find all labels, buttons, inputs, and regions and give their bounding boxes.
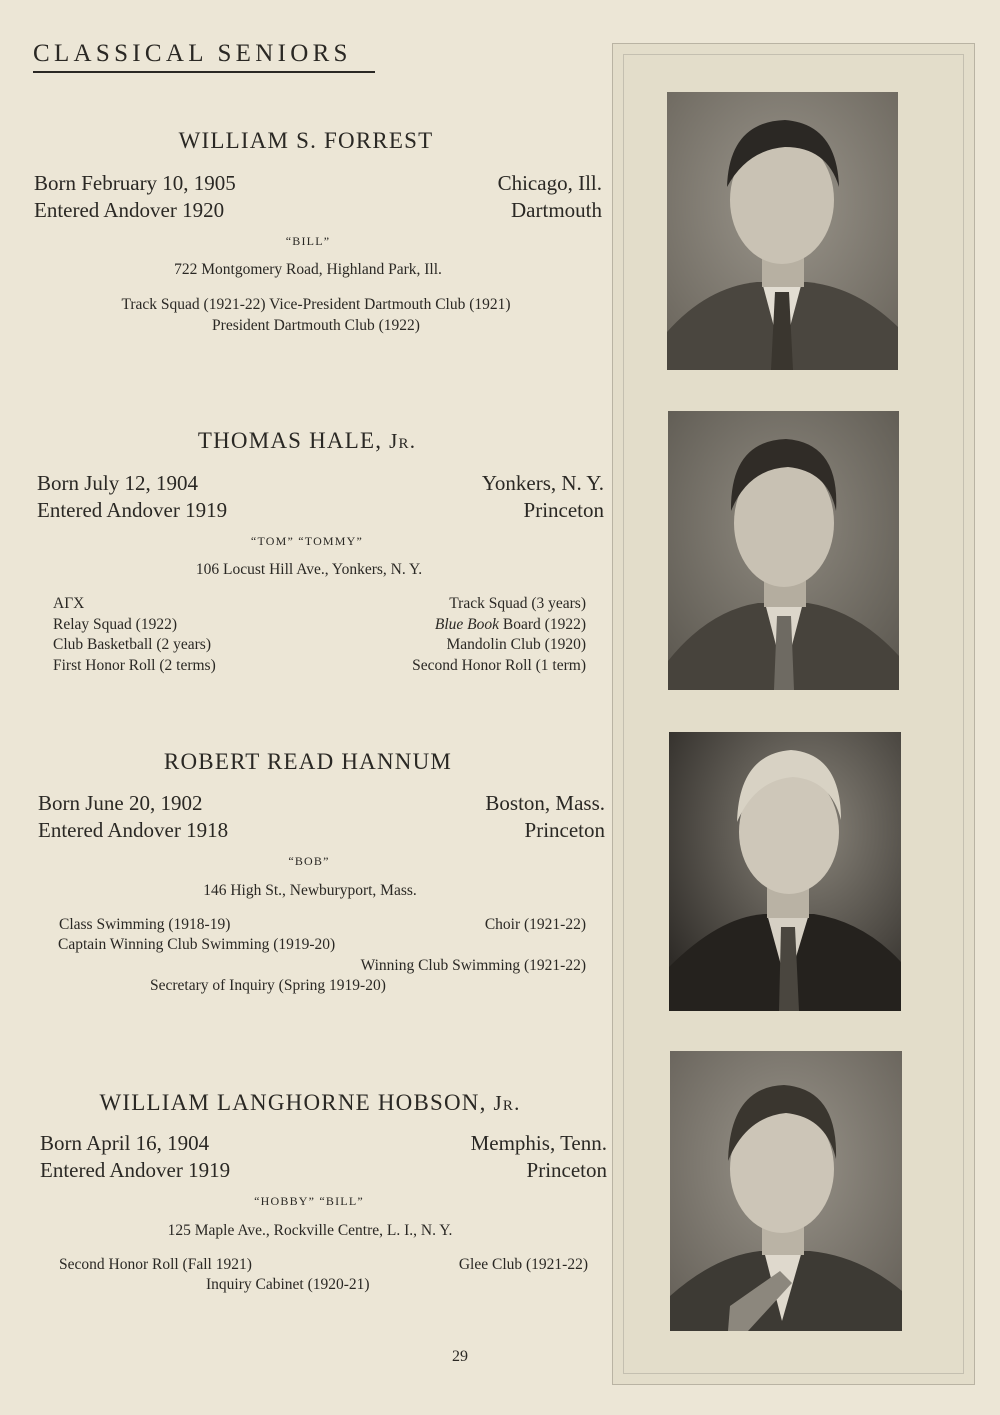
activity-item: Relay Squad (1922) <box>53 615 177 633</box>
activity-item: First Honor Roll (2 terms) <box>53 656 216 674</box>
portrait-photo <box>669 732 901 1011</box>
senior-name-text: THOMAS HALE, <box>197 428 383 453</box>
name-suffix: Jr. <box>493 1091 521 1115</box>
entered-year: Entered Andover 1919 <box>40 1158 231 1182</box>
home-address: 722 Montgomery Road, Highland Park, Ill. <box>174 261 442 278</box>
senior-name <box>30 1090 590 1116</box>
birth-date: Born February 10, 1905 <box>34 171 236 195</box>
college: Princeton <box>524 818 605 842</box>
activity-item: Mandolin Club (1920) <box>446 636 586 653</box>
activity-line: President Dartmouth Club (1922) <box>212 316 420 334</box>
activity-item: Track Squad (3 years) <box>449 595 586 612</box>
hometown: Yonkers, N. Y. <box>481 471 604 495</box>
home-address: 106 Locust Hill Ave., Yonkers, N. Y. <box>195 561 423 578</box>
activity-item: Glee Club (1921-22) <box>458 1256 588 1273</box>
entered-year: Entered Andover 1919 <box>37 498 228 522</box>
nicknames: “BOB” <box>288 854 330 868</box>
birth-date: Born July 12, 1904 <box>37 471 199 495</box>
activity-item: Captain Winning Club Swimming (1919-20) <box>58 936 336 953</box>
nicknames: “BILL” <box>285 234 331 248</box>
page-number: 29 <box>452 1348 468 1365</box>
activity-item: Inquiry Cabinet (1920-21) <box>206 1276 370 1293</box>
senior-name <box>22 128 590 154</box>
birth-date: Born June 20, 1902 <box>38 791 203 815</box>
senior-name-text: ROBERT READ HANNUM <box>163 749 453 774</box>
home-address: 146 High St., Newburyport, Mass. <box>203 882 417 899</box>
senior-name-text: WILLIAM LANGHORNE HOBSON, <box>99 1090 487 1115</box>
activity-item: ΑΓΧ <box>53 595 85 612</box>
senior-name <box>24 428 590 454</box>
college: Princeton <box>526 1158 607 1182</box>
hometown: Memphis, Tenn. <box>470 1131 607 1155</box>
hometown: Chicago, Ill. <box>497 171 602 195</box>
birth-date: Born April 16, 1904 <box>40 1131 210 1155</box>
portrait-photo <box>668 411 899 690</box>
college: Princeton <box>523 498 604 522</box>
activity-item: Secretary of Inquiry (Spring 1919-20) <box>150 977 386 994</box>
senior-name <box>26 749 590 775</box>
portrait-photo <box>667 92 898 370</box>
senior-name-text: WILLIAM S. FORREST <box>178 128 434 153</box>
entered-year: Entered Andover 1918 <box>38 818 229 842</box>
activity-line: Track Squad (1921-22) Vice-President Dartmouth Club (1921) <box>121 296 511 313</box>
hometown: Boston, Mass. <box>485 791 605 815</box>
activity-item: Second Honor Roll (1 term) <box>412 656 586 674</box>
header-rule <box>33 71 375 73</box>
activity-item: Winning Club Swimming (1921-22) <box>360 957 586 974</box>
entered-year: Entered Andover 1920 <box>34 198 225 222</box>
activity-item: Choir (1921-22) <box>484 916 586 933</box>
activity-item: Class Swimming (1918-19) <box>59 916 231 933</box>
portrait-photo <box>670 1051 902 1331</box>
publication-title: Blue Book <box>434 615 500 633</box>
nicknames: “HOBBY” “BILL” <box>254 1194 364 1208</box>
activity-item: Second Honor Roll (Fall 1921) <box>59 1256 252 1273</box>
college: Dartmouth <box>511 198 602 222</box>
nicknames: “TOM” “TOMMY” <box>250 534 364 548</box>
name-suffix: Jr. <box>389 429 417 453</box>
section-header: CLASSICAL SENIORS <box>33 40 352 67</box>
activity-item: Blue Book Board (1922) <box>434 615 586 633</box>
home-address: 125 Maple Ave., Rockville Centre, L. I., N. Y. <box>167 1222 453 1239</box>
activity-item: Club Basketball (2 years) <box>53 636 211 653</box>
